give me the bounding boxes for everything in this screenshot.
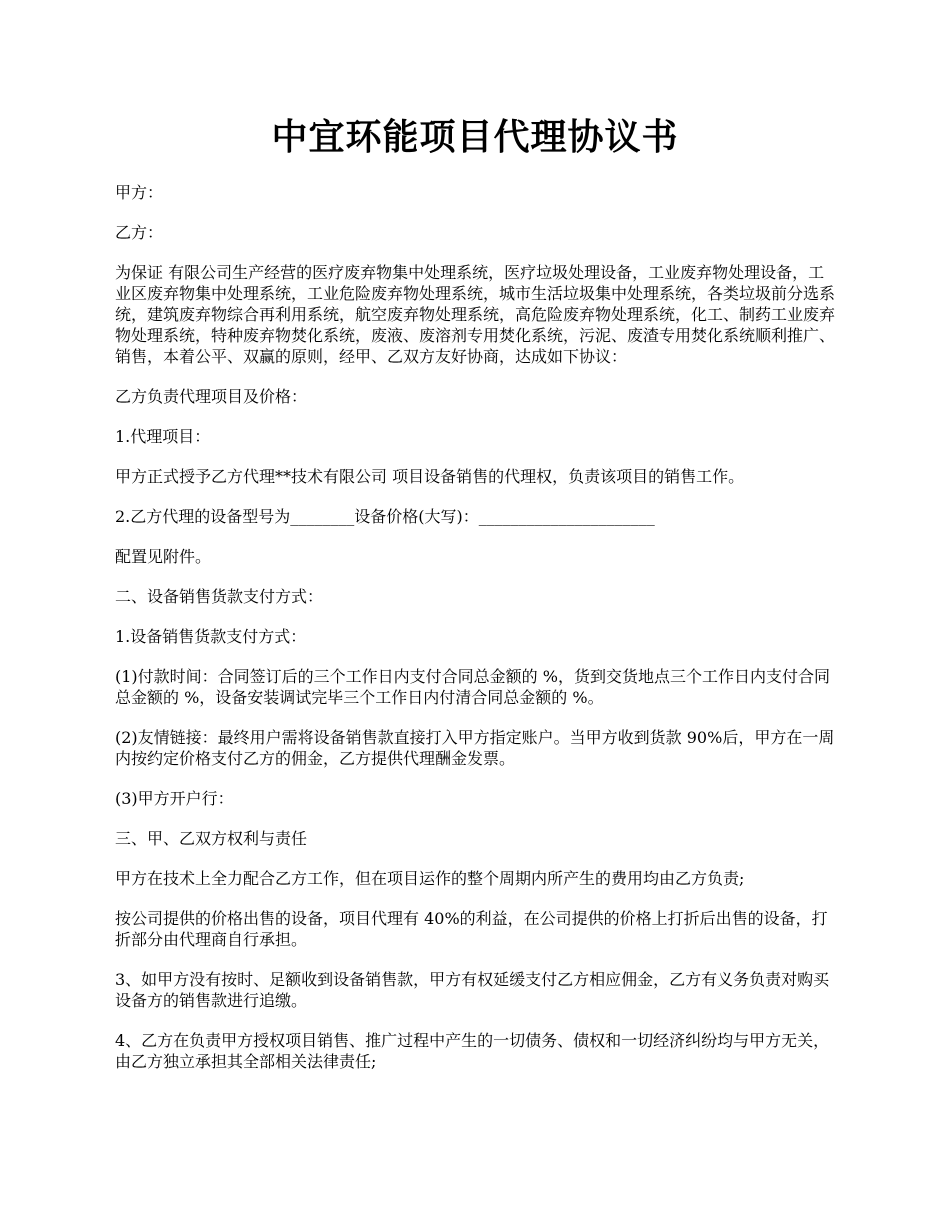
payment-account-paragraph: (2)友情链接：最终用户需将设备销售款直接打入甲方指定账户。当甲方收到货款 90%后，甲方在一周内按约定价格支付乙方的佣金，乙方提供代理酬金发票。 [115, 728, 835, 768]
preamble-paragraph: 为保证 有限公司生产经营的医疗废弃物集中处理系统，医疗垃圾处理设备，工业废弃物处理设备，工业区废弃物集中处理系统，工业危险废弃物处理系统，城市生活垃圾集中处理系统，各类垃圾前分选系统，建筑废弃物综合再利用系统，航空废弃物处理系统，高危险废弃物处理系统，化工、制药工业废弃物处理系统，特种废弃物焚化系统，废液、废溶剂专用焚化系统，污泥、废渣专用焚化系统顺利推广、销售，本着公平、双赢的原则，经甲、乙双方友好协商，达成如下协议： [115, 263, 836, 366]
rights-paragraph-2: 按公司提供的价格出售的设备，项目代理有 40%的利益，在公司提供的价格上打折后出售的设备，打折部分由代理商自行承担。 [115, 909, 828, 949]
document-body [115, 182, 840, 1091]
bank-line: (3)甲方开户行： [115, 789, 234, 808]
agency-grant-paragraph: 甲方正式授予乙方代理**技术有限公司 项目设备销售的代理权，负责该项目的销售工作。 [115, 467, 745, 486]
party-a-line: 甲方： [115, 183, 164, 202]
configuration-note: 配置见附件。 [115, 547, 212, 566]
document-title: 中宜环能项目代理协议书 [271, 116, 679, 158]
section-heading-agency-items: 乙方负责代理项目及价格： [115, 387, 308, 406]
section-heading-payment: 二、设备销售货款支付方式： [115, 587, 324, 606]
rights-paragraph-4: 4、乙方在负责甲方授权项目销售、推广过程中产生的一切债务、债权和一切经济纠纷均与甲方无关，由乙方独立承担其全部相关法律责任; [115, 1031, 830, 1071]
item-agency-project: 1.代理项目： [115, 427, 211, 446]
item-payment-method: 1.设备销售货款支付方式： [115, 627, 307, 646]
rights-paragraph-1: 甲方在技术上全力配合乙方工作，但在项目运作的整个周期内所产生的费用均由乙方负责; [115, 869, 745, 888]
rights-paragraph-3: 3、如甲方没有按时、足额收到设备销售款，甲方有权延缓支付乙方相应佣金，乙方有义务负责对购买设备方的销售款进行追缴。 [115, 970, 830, 1010]
section-heading-rights: 三、甲、乙双方权利与责任 [115, 829, 308, 848]
payment-time-paragraph: (1)付款时间：合同签订后的三个工作日内支付合同总金额的 %，货到交货地点三个工作日内支付合同总金额的 %，设备安装调试完毕三个工作日内付清合同总金额的 %。 [115, 667, 830, 707]
party-b-line: 乙方： [115, 223, 164, 242]
equipment-model-price-line: 2.乙方代理的设备型号为________设备价格(大写)：______________________ [115, 507, 655, 526]
